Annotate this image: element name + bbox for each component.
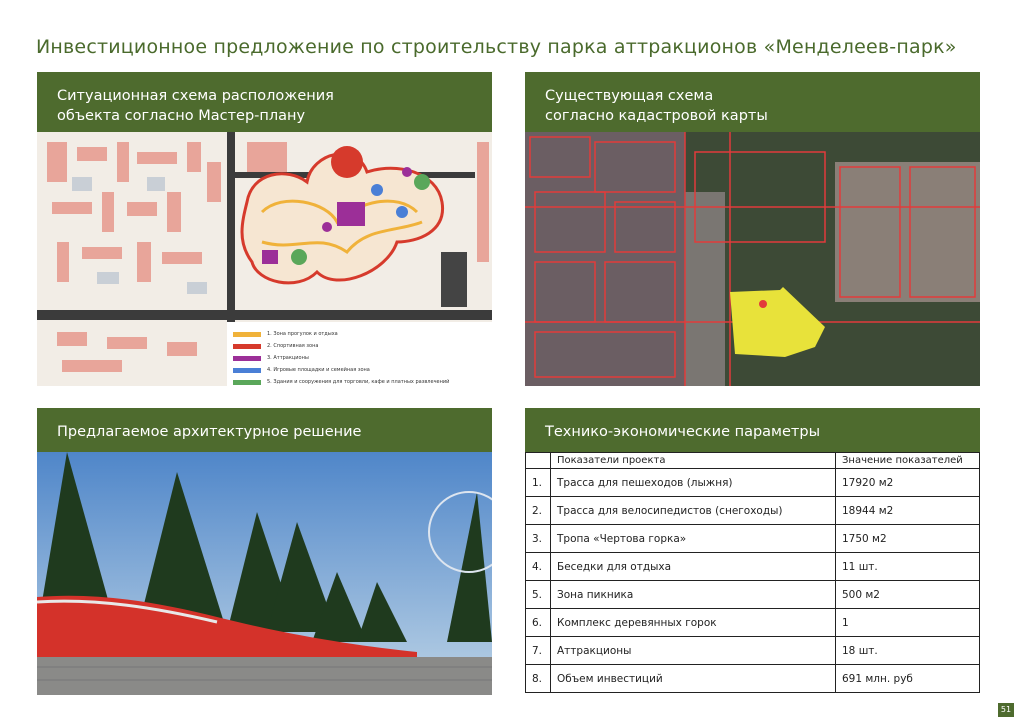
master-plan-map: [37, 132, 492, 386]
row-indicator-cell: Аттракционы: [551, 637, 836, 665]
architecture-render-image: [37, 452, 492, 695]
table-row: [526, 497, 980, 525]
legend-label: 1. Зона прогулок и отдыха: [267, 331, 338, 337]
row-number-cell: 1.: [526, 469, 551, 497]
legend-item: [233, 364, 463, 376]
params-panel-header: [525, 408, 980, 452]
table-row: [526, 637, 980, 665]
row-number-cell: 2.: [526, 497, 551, 525]
legend-swatch: [233, 368, 261, 373]
legend-item: [233, 376, 463, 386]
params-table-header-row: [526, 453, 980, 469]
legend-item: [233, 328, 463, 340]
row-number-cell: 6.: [526, 609, 551, 637]
table-row: [526, 581, 980, 609]
row-indicator-cell: Трасса для пешеходов (лыжня): [551, 469, 836, 497]
row-number-cell: 4.: [526, 553, 551, 581]
cadastral-panel-header: [525, 72, 980, 132]
legend-item: [233, 352, 463, 364]
row-value-cell: 18 шт.: [836, 637, 980, 665]
page-title: Инвестиционное предложение по строительству парка аттракционов «Менделеев-парк»: [36, 36, 957, 58]
situation-header-line1: Ситуационная схема расположения: [57, 88, 334, 104]
cadastral-header-line1: Существующая схема: [545, 88, 714, 104]
col-header-number: [526, 453, 551, 469]
row-value-cell: 11 шт.: [836, 553, 980, 581]
row-indicator-cell: Объем инвестиций: [551, 665, 836, 693]
architecture-render-graphic: [37, 452, 492, 695]
legend-swatch: [233, 356, 261, 361]
col-header-indicator: Показатели проекта: [551, 453, 836, 469]
table-row: [526, 609, 980, 637]
architecture-panel-header: [37, 408, 492, 452]
situation-panel-header: [37, 72, 492, 132]
row-number-cell: 8.: [526, 665, 551, 693]
col-header-value: Значение показателей: [836, 453, 980, 469]
row-number-cell: 5.: [526, 581, 551, 609]
row-value-cell: 17920 м2: [836, 469, 980, 497]
row-indicator-cell: Беседки для отдыха: [551, 553, 836, 581]
legend-swatch: [233, 332, 261, 337]
row-indicator-cell: Зона пикника: [551, 581, 836, 609]
table-row: [526, 525, 980, 553]
architecture-header-title: Предлагаемое архитектурное решение: [57, 424, 362, 440]
page-number: 51: [998, 703, 1014, 717]
legend-label: 4. Игровые площадки и семейная зона: [267, 367, 370, 373]
params-table: [525, 452, 980, 693]
cadastral-map-image: [525, 132, 980, 386]
table-row: [526, 553, 980, 581]
row-number-cell: 3.: [526, 525, 551, 553]
cadastral-header-line2: согласно кадастровой карты: [545, 108, 768, 124]
row-indicator-cell: Комплекс деревянных горок: [551, 609, 836, 637]
params-header-title: Технико-экономические параметры: [545, 424, 821, 440]
legend-item: [233, 340, 463, 352]
legend-swatch: [233, 380, 261, 385]
row-value-cell: 18944 м2: [836, 497, 980, 525]
row-value-cell: 1: [836, 609, 980, 637]
situation-header-line2: объекта согласно Мастер-плану: [57, 108, 306, 124]
row-indicator-cell: Тропа «Чертова горка»: [551, 525, 836, 553]
legend-label: 3. Аттракционы: [267, 355, 309, 361]
legend-label: 5. Здания и сооружения для торговли, кафе и платных развлечений: [267, 379, 450, 385]
legend-label: 2. Спортивная зона: [267, 343, 319, 349]
cadastral-map-graphic: [525, 132, 980, 386]
map-legend: [233, 328, 463, 386]
row-indicator-cell: Трасса для велосипедистов (снегоходы): [551, 497, 836, 525]
legend-swatch: [233, 344, 261, 349]
row-value-cell: 1750 м2: [836, 525, 980, 553]
row-value-cell: 500 м2: [836, 581, 980, 609]
table-row: [526, 665, 980, 693]
row-value-cell: 691 млн. руб: [836, 665, 980, 693]
table-row: [526, 469, 980, 497]
row-number-cell: 7.: [526, 637, 551, 665]
